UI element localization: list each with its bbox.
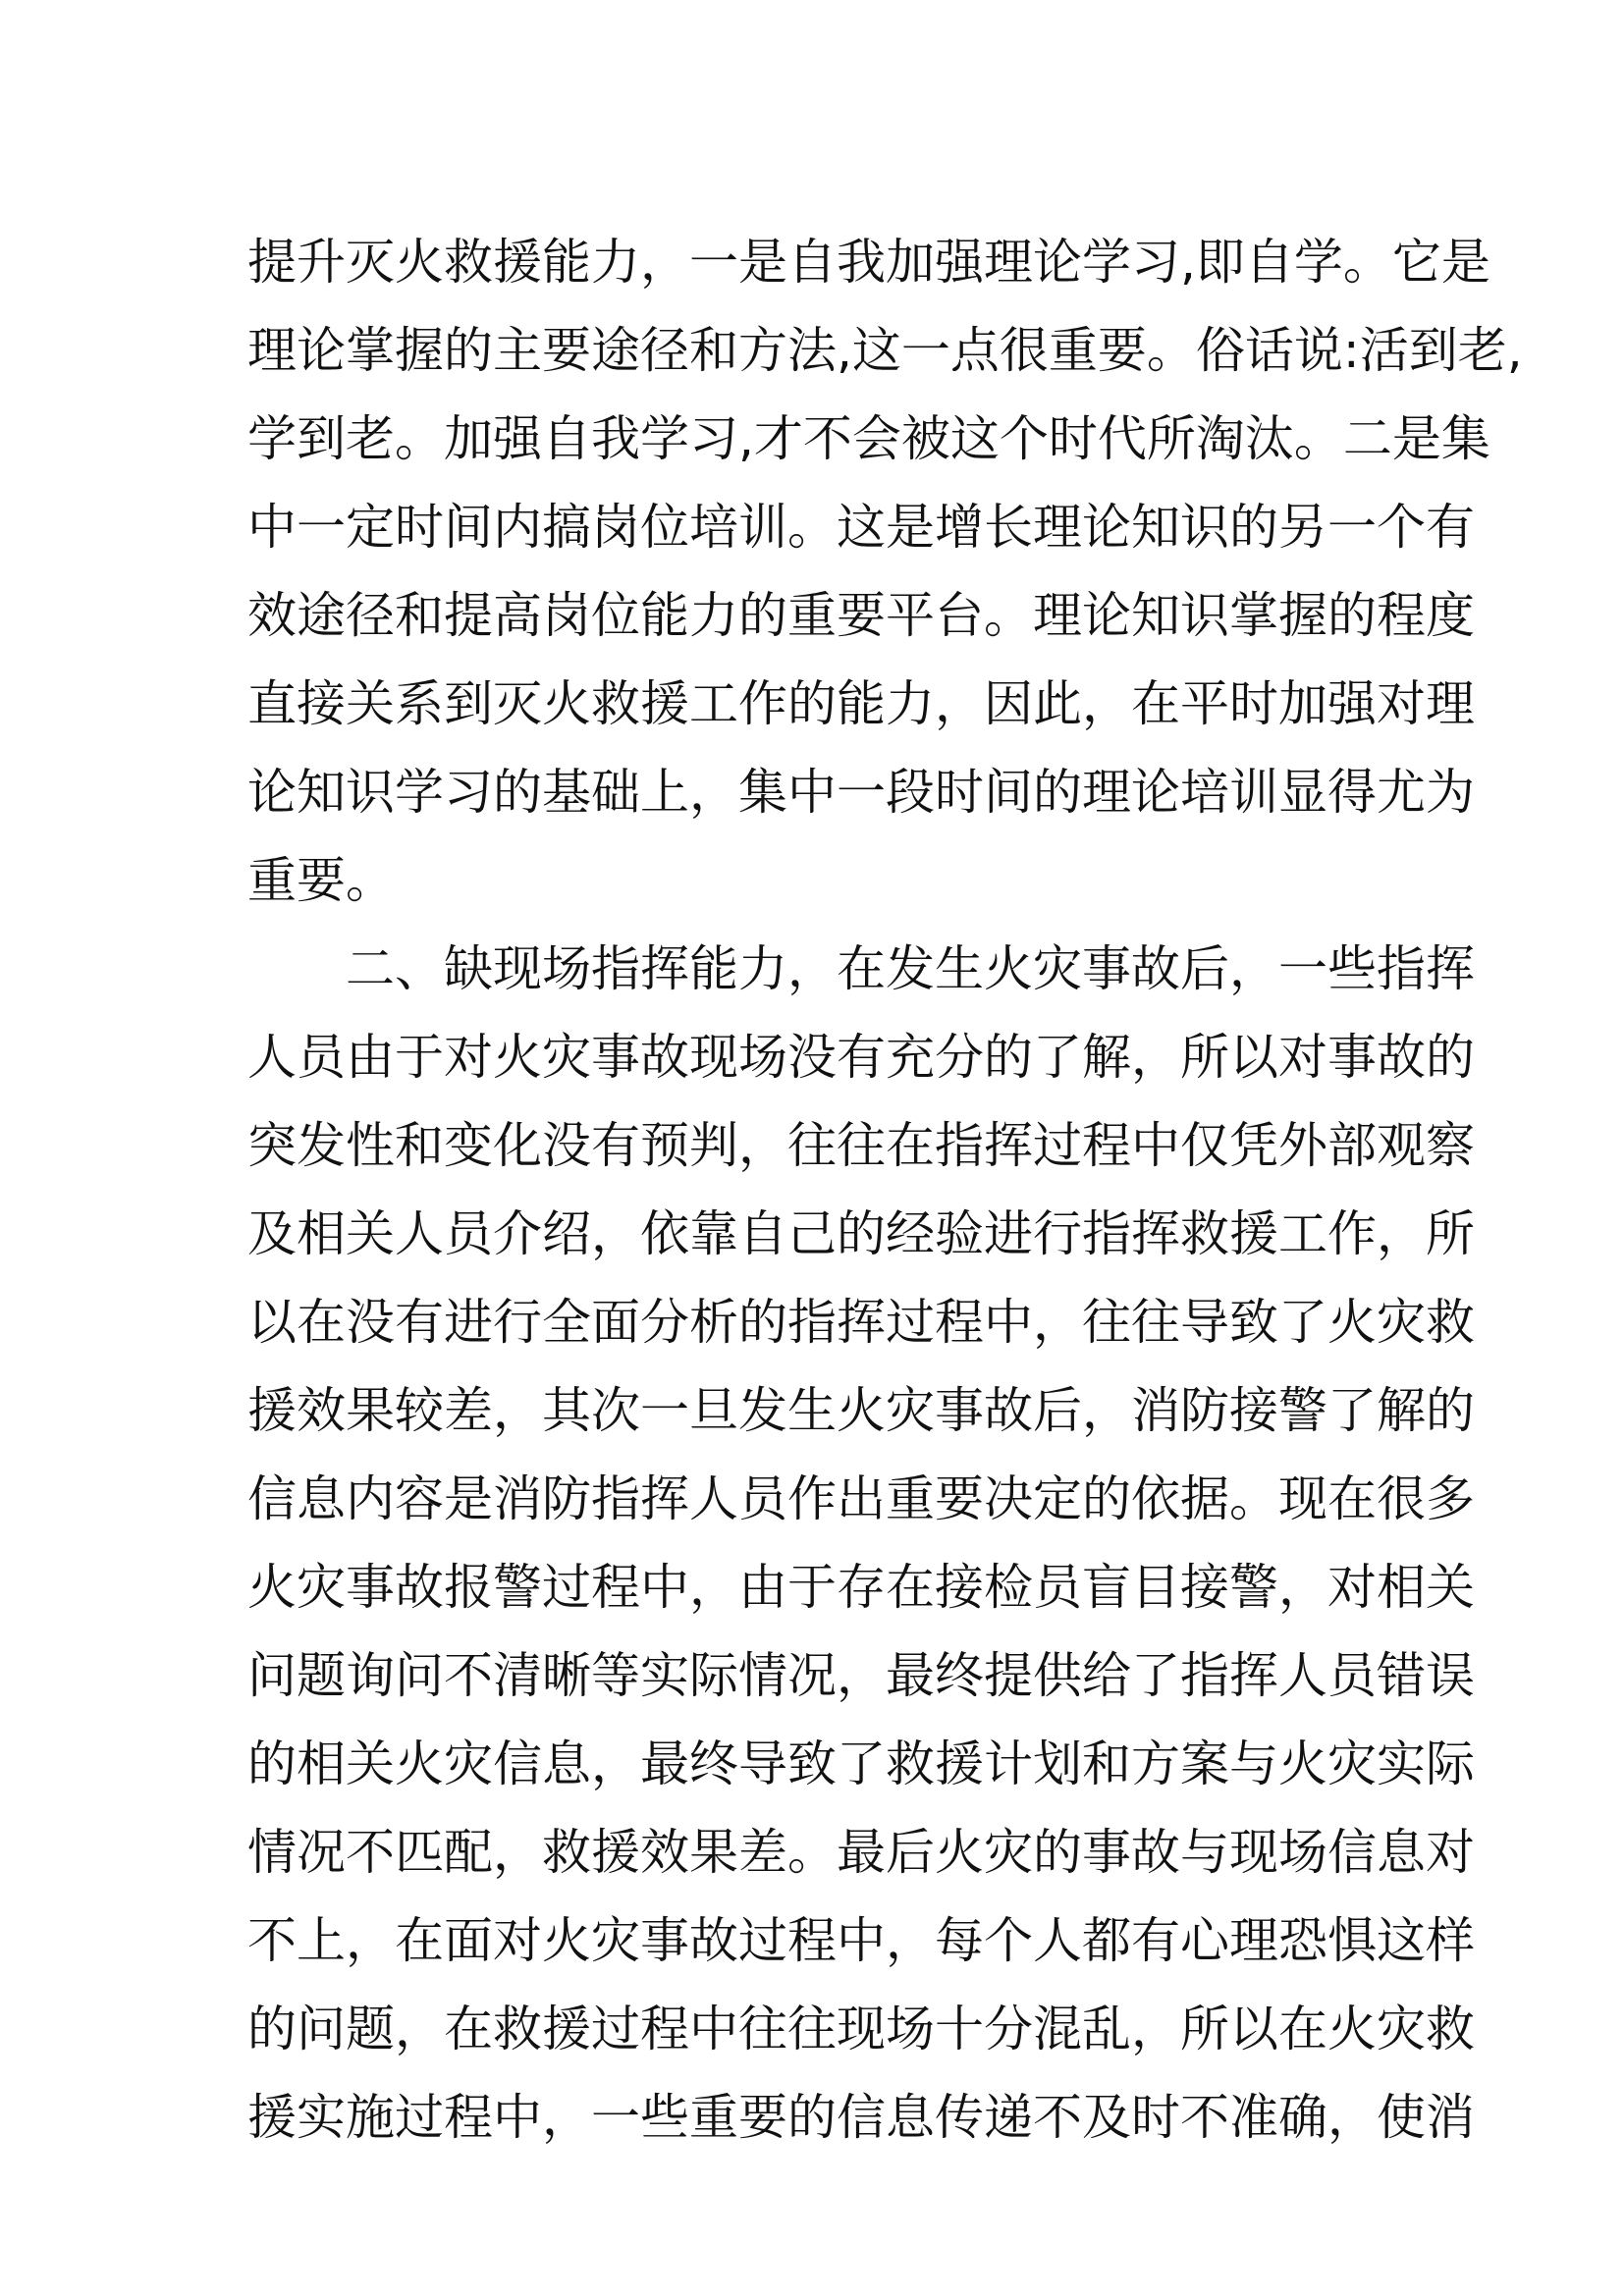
text-line: 二、缺现场指挥能力，在发生火灾事故后，一些指挥 — [247, 940, 1475, 997]
text-line: 中一定时间内搞岗位培训。这是增长理论知识的另一个有 — [247, 499, 1475, 556]
text-line: 论知识学习的基础上，集中一段时间的理论培训显得尤为 — [247, 764, 1475, 821]
text-line: 学到老。加强自我学习,才不会被这个时代所淘汰。二是集 — [247, 410, 1490, 467]
text-line: 提升灭火救援能力，一是自我加强理论学习,即自学。它是 — [247, 234, 1490, 291]
text-line: 效途径和提高岗位能力的重要平台。理论知识掌握的程度 — [247, 587, 1475, 644]
text-line: 问题询问不清晰等实际情况，最终提供给了指挥人员错误 — [247, 1647, 1475, 1704]
text-line: 不上，在面对火灾事故过程中，每个人都有心理恐惧这样 — [247, 1912, 1475, 1969]
text-line: 的相关火灾信息，最终导致了救援计划和方案与火灾实际 — [247, 1735, 1475, 1792]
text-line: 人员由于对火灾事故现场没有充分的了解，所以对事故的 — [247, 1029, 1475, 1086]
text-line: 的问题，在救援过程中往往现场十分混乱，所以在火灾救 — [247, 2001, 1475, 2057]
text-line: 及相关人员介绍，依靠自己的经验进行指挥救援工作，所 — [247, 1205, 1475, 1262]
text-line: 直接关系到灭火救援工作的能力，因此，在平时加强对理 — [247, 675, 1475, 732]
body-text — [247, 218, 1523, 2162]
text-line: 情况不匹配，救援效果差。最后火灾的事故与现场信息对 — [247, 1824, 1475, 1881]
text-line: 援效果较差，其次一旦发生火灾事故后，消防接警了解的 — [247, 1382, 1475, 1439]
text-line: 火灾事故报警过程中，由于存在接检员盲目接警，对相关 — [247, 1559, 1475, 1616]
text-line: 以在没有进行全面分析的指挥过程中，往往导致了火灾救 — [247, 1294, 1475, 1351]
text-line: 援实施过程中，一些重要的信息传递不及时不准确，使消 — [247, 2089, 1475, 2146]
text-line: 信息内容是消防指挥人员作出重要决定的依据。现在很多 — [247, 1470, 1475, 1527]
text-line: 突发性和变化没有预判，往往在指挥过程中仅凭外部观察 — [247, 1117, 1475, 1174]
text-line: 理论掌握的主要途径和方法,这一点很重要。俗话说:活到老, — [247, 322, 1523, 379]
text-line: 重要。 — [247, 852, 395, 909]
